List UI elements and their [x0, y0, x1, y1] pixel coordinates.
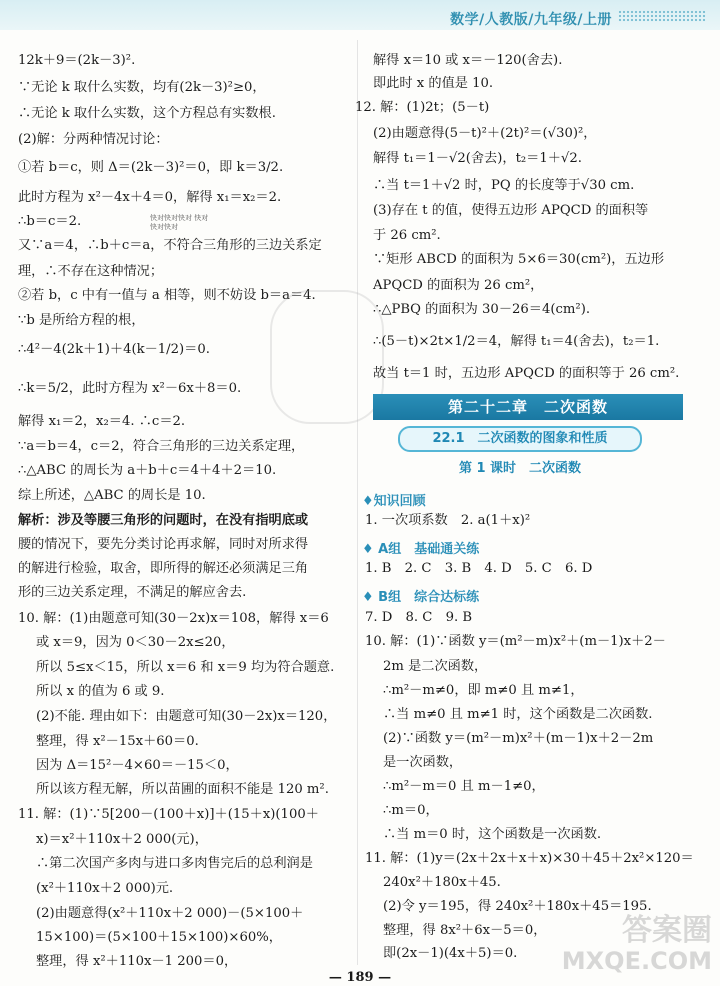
problem-line: 11. 解：(1)∵5[200－(100＋x)]＋(15＋x)(100＋: [18, 807, 319, 822]
text-line: 解得 x＝10 或 x＝－120(舍去).: [373, 53, 563, 68]
text-line: (x²＋110x＋2 000)元.: [36, 881, 174, 896]
header-title: 数学/人教版/九年级/上册: [450, 12, 612, 28]
text-line: (2)解：分两种情况讨论：: [18, 132, 169, 147]
text-line: 即(2x－1)(4x＋5)＝0.: [383, 946, 518, 961]
text-line: ②若 b，c 中有一值与 a 相等，则不妨设 b＝a＝4.: [18, 288, 316, 303]
answer-line: 7. D 8. C 9. B: [365, 610, 473, 625]
text-line: ∴4²－4(2k＋1)＋4(k－1/2)＝0.: [18, 342, 210, 357]
lesson-title: 第 1 课时 二次函数: [458, 461, 582, 476]
text-line: 解得 x₁＝2，x₂＝4. ∴c＝2.: [18, 414, 186, 429]
text-line: 故当 t＝1 时，五边形 APQCD 的面积等于 26 cm².: [373, 366, 680, 381]
watermark-line-1: 答案圈: [622, 913, 712, 948]
text-line: 又∵a＝4，∴b＋c＝a，不符合三角形的三边关系定: [18, 238, 322, 253]
text-line: 12k＋9＝(2k－3)².: [18, 53, 136, 68]
subhead-group-b: ♦ B组 综合达标练: [362, 590, 480, 605]
text-line: ∴(5－t)×2t×1/2＝4，解得 t₁＝4(舍去)，t₂＝1.: [373, 334, 660, 349]
text-line: ∴△PBQ 的面积为 30－26＝4(cm²).: [373, 302, 591, 317]
text-line: ∴m＝0，: [383, 803, 439, 818]
text-line: 因为 Δ＝15²－4×60＝－15＜0，: [36, 758, 239, 773]
watermark-line-2: MXQE.COM: [561, 947, 712, 975]
text-line: 理，∴不存在这种情况；: [18, 264, 164, 279]
text-line: ∴m²－m＝0 且 m－1≠0，: [383, 779, 545, 794]
text-line: 于 26 cm².: [373, 228, 441, 243]
text-line: ∴第二次国产多肉与进口多肉售完后的总利润是: [36, 856, 313, 871]
text-line: 所以 x 的值为 6 或 9.: [36, 684, 165, 699]
text-line: ①若 b＝c，则 Δ＝(2k－3)²＝0，即 k＝3/2.: [18, 160, 284, 175]
stamp-watermark: 快对快对快对 快对快对快对: [150, 214, 209, 231]
subhead-group-a: ♦ A组 基础通关练: [362, 542, 480, 557]
text-line: 所以该方程无解，所以苗圃的面积不能是 120 m².: [36, 782, 329, 797]
text-line: 整理，得 x²－15x＋60＝0.: [36, 734, 199, 749]
text-line: 即此时 x 的值是 10.: [373, 76, 494, 91]
text-line: ∴当 m＝0 时，这个函数是一次函数.: [383, 827, 602, 842]
text-line: 此时方程为 x²－4x＋4＝0，解得 x₁＝x₂＝2.: [18, 190, 282, 205]
logo-watermark: [270, 290, 384, 424]
text-line: 240x²＋180x＋45.: [383, 875, 501, 890]
text-line: ∴k＝5/2，此时方程为 x²－6x＋8＝0.: [18, 381, 242, 396]
header-bar: [0, 0, 720, 30]
analysis-line: 解析：涉及等腰三角形的问题时，在没有指明底或: [18, 513, 309, 528]
problem-line: 10. 解：(1)由题意可知(30－2x)x＝108，解得 x＝6: [18, 611, 329, 626]
answer-line: 1. 一次项系数 2. a(1＋x)²: [365, 513, 531, 528]
text-line: 解得 t₁＝1－√2(舍去)，t₂＝1＋√2.: [373, 151, 582, 166]
text-line: 15×100)＝(5×100＋15×100)×60%，: [36, 930, 282, 945]
text-line: (2)∵函数 y＝(m²－m)x²＋(m－1)x＋2－2m: [383, 731, 654, 746]
text-line: 综上所述，△ABC 的周长是 10.: [18, 488, 206, 503]
page-number: — 189 —: [328, 970, 392, 985]
text-line: ∴m²－m≠0，即 m≠0 且 m≠1，: [383, 683, 584, 698]
text-line: 整理，得 8x²＋6x－5＝0，: [383, 923, 547, 938]
site-watermark: [561, 913, 712, 976]
text-line: (2)不能. 理由如下：由题意可知(30－2x)x＝120，: [36, 709, 337, 724]
text-line: 所以 5≤x＜15，所以 x＝6 和 x＝9 均为符合题意.: [36, 660, 335, 675]
text-line: ∵a＝b＝4，c＝2，符合三角形的三边关系定理，: [18, 439, 305, 454]
text-line: ∵b 是所给方程的根，: [18, 313, 145, 328]
subhead-review: ♦知识回顾: [362, 494, 426, 509]
text-line: 的解进行检验，取舍，即所得的解还必须满足三角: [18, 561, 309, 576]
problem-line: 10. 解：(1)∵函数 y＝(m²－m)x²＋(m－1)x＋2－: [365, 634, 666, 649]
text-line: ∴当 m≠0 且 m≠1 时，这个函数是二次函数.: [383, 707, 653, 722]
text-line: ∴无论 k 取什么实数，这个方程总有实数根.: [18, 106, 276, 121]
column-divider: [357, 40, 358, 965]
chapter-title: 第二十二章 二次函数: [373, 394, 683, 420]
text-line: x)＝x²＋110x＋2 000(元)，: [36, 832, 208, 847]
text-line: ∵矩形 ABCD 的面积为 5×6＝30(cm²)，五边形: [373, 252, 665, 267]
section-title: 22.1 二次函数的图象和性质: [398, 426, 642, 452]
text-line: 是一次函数，: [383, 755, 463, 770]
text-line: (2)由题意得(x²＋110x＋2 000)－(5×100＋: [36, 906, 304, 921]
text-line: ∴当 t＝1＋√2 时，PQ 的长度等于√30 cm.: [373, 178, 635, 193]
text-line: 2m 是二次函数，: [383, 659, 488, 674]
text-line: 腰的情况下，要先分类讨论再求解，同时对所求得: [18, 537, 309, 552]
problem-line: 11. 解：(1)y＝(2x＋2x＋x＋x)×30＋45＋2x²×120＝: [365, 851, 694, 866]
header-dot-pattern: [618, 10, 706, 22]
text-line: ∴△ABC 的周长为 a＋b＋c＝4＋4＋2＝10.: [18, 463, 277, 478]
text-line: 形的三边关系定理，不满足的解应舍去.: [18, 585, 247, 600]
text-line: (2)令 y＝195，得 240x²＋180x＋45＝195.: [383, 899, 652, 914]
answer-line: 1. B 2. C 3. B 4. D 5. C 6. D: [365, 561, 593, 576]
text-line: (3)存在 t 的值，使得五边形 APQCD 的面积等: [373, 203, 649, 218]
problem-line: 12. 解：(1)2t；(5－t): [355, 100, 490, 115]
text-line: ∴b＝c＝2.: [18, 214, 82, 229]
text-line: ∵无论 k 取什么实数，均有(2k－3)²≥0，: [18, 80, 266, 95]
text-line: 或 x＝9，因为 0＜30－2x≤20，: [36, 635, 235, 650]
text-line: (2)由题意得(5－t)²＋(2t)²＝(√30)²，: [373, 126, 597, 141]
text-line: APQCD 的面积为 26 cm²，: [373, 278, 544, 293]
text-line: 整理，得 x²＋110x－1 200＝0，: [36, 954, 238, 969]
